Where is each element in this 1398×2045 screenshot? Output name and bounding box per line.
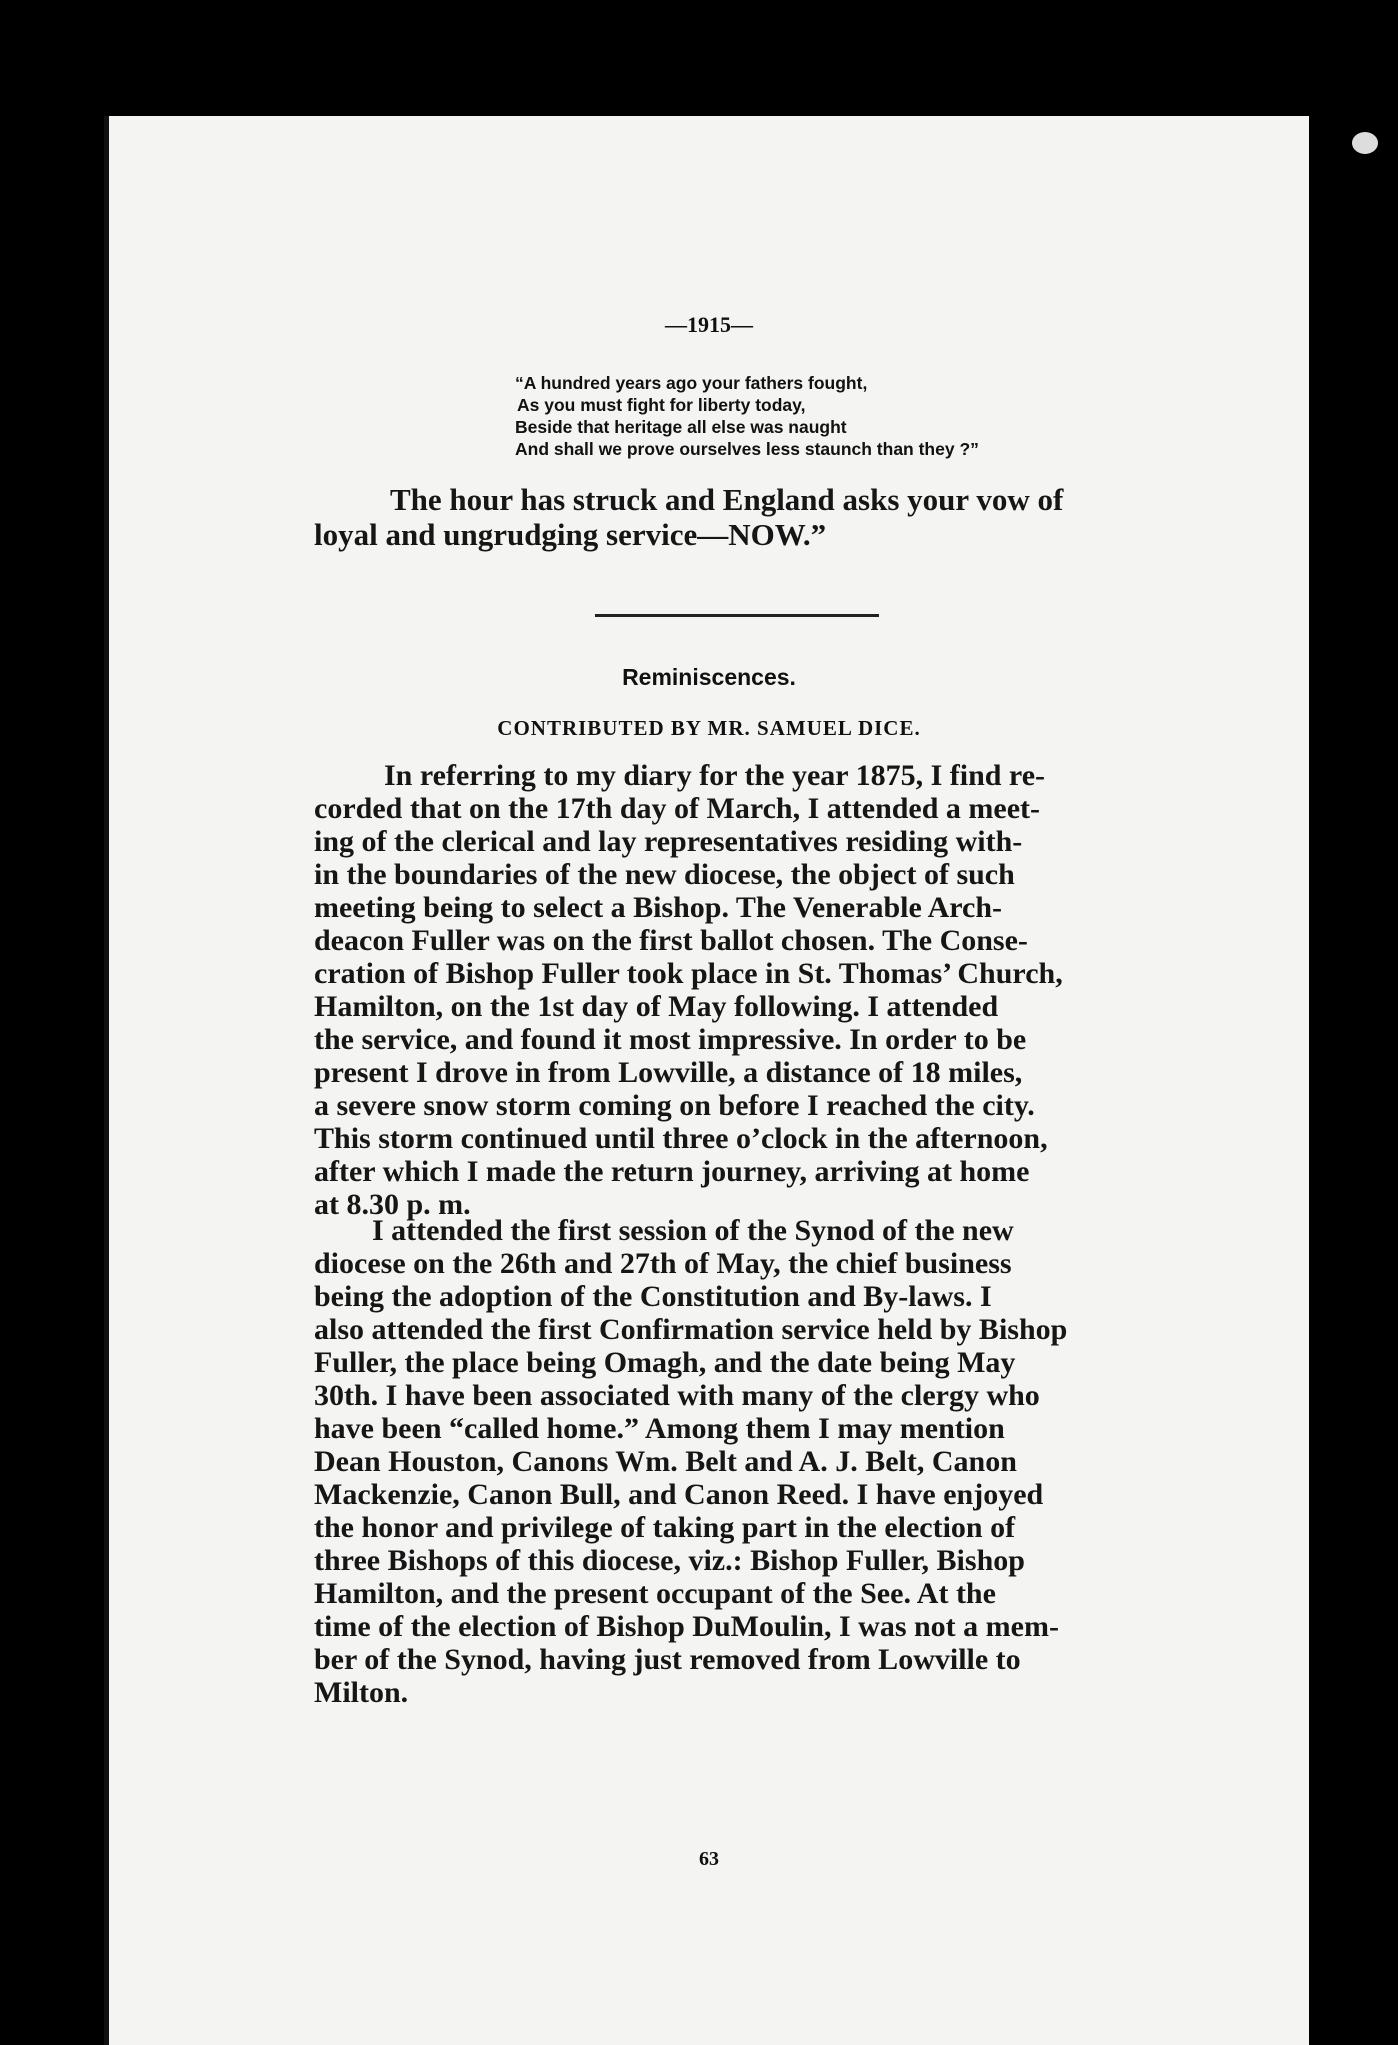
quote-line: loyal and ungrudging service—NOW.” bbox=[314, 517, 827, 552]
text-line: a severe snow storm coming on before I reached the city. bbox=[314, 1089, 1035, 1122]
text-line: meeting being to select a Bishop. The Venerable Arch- bbox=[314, 891, 1003, 924]
poem bbox=[515, 372, 979, 460]
text-line: ing of the clerical and lay representatives residing with- bbox=[314, 825, 1023, 858]
text-line: 30th. I have been associated with many of the clergy who bbox=[314, 1379, 1040, 1412]
quote-line: The hour has struck and England asks your vow of bbox=[390, 482, 1064, 517]
document-page bbox=[104, 116, 1309, 2045]
poem-line: As you must fight for liberty today, bbox=[517, 395, 806, 415]
paragraph-1 bbox=[314, 759, 1144, 1221]
page-edge-shadow bbox=[1304, 190, 1398, 2045]
article-title: Reminiscences. bbox=[622, 664, 796, 690]
text-line: at 8.30 p. m. bbox=[314, 1188, 471, 1221]
text-line: Mackenzie, Canon Bull, and Canon Reed. I have enjoyed bbox=[314, 1478, 1044, 1511]
text-line: Hamilton, and the present occupant of the See. At the bbox=[314, 1577, 996, 1610]
text-line: in the boundaries of the new diocese, the object of such bbox=[314, 858, 1015, 891]
text-line: diocese on the 26th and 27th of May, the chief business bbox=[314, 1247, 1012, 1280]
scan-speck bbox=[1352, 132, 1378, 154]
poem-line: And shall we prove ourselves less staunch than they ?” bbox=[515, 439, 979, 459]
text-line: the service, and found it most impressive. In order to be bbox=[314, 1023, 1027, 1056]
text-line: This storm continued until three o’clock in the afternoon, bbox=[314, 1122, 1048, 1155]
text-line: In referring to my diary for the year 1875, I find re- bbox=[384, 759, 1046, 792]
text-line: the honor and privilege of taking part in the election of bbox=[314, 1511, 1016, 1544]
text-line: time of the election of Bishop DuMoulin, I was not a mem- bbox=[314, 1610, 1059, 1643]
paragraph-2 bbox=[314, 1214, 1144, 1709]
byline: CONTRIBUTED BY MR. SAMUEL DICE. bbox=[497, 716, 921, 740]
text-line: I attended the first session of the Synod of the new bbox=[372, 1214, 1014, 1247]
text-line: also attended the first Confirmation service held by Bishop bbox=[314, 1313, 1068, 1346]
text-line: cration of Bishop Fuller took place in St. Thomas’ Church, bbox=[314, 957, 1063, 990]
text-line: Dean Houston, Canons Wm. Belt and A. J. Belt, Canon bbox=[314, 1445, 1017, 1478]
poem-line: Beside that heritage all else was naught bbox=[515, 417, 847, 437]
text-line: being the adoption of the Constitution and By-laws. I bbox=[314, 1280, 992, 1313]
text-line: Hamilton, on the 1st day of May following. I attended bbox=[314, 990, 999, 1023]
text-line: after which I made the return journey, arriving at home bbox=[314, 1155, 1030, 1188]
year-heading: —1915— bbox=[665, 312, 753, 337]
text-line: present I drove in from Lowville, a distance of 18 miles, bbox=[314, 1056, 1023, 1089]
text-line: Milton. bbox=[314, 1676, 409, 1709]
text-line: ber of the Synod, having just removed from Lowville to bbox=[314, 1643, 1021, 1676]
text-line: three Bishops of this diocese, viz.: Bishop Fuller, Bishop bbox=[314, 1544, 1025, 1577]
quote-paragraph bbox=[314, 482, 1144, 552]
text-line: corded that on the 17th day of March, I attended a meet- bbox=[314, 792, 1041, 825]
section-divider bbox=[595, 614, 879, 617]
text-line: have been “called home.” Among them I may mention bbox=[314, 1412, 1005, 1445]
page-number: 63 bbox=[699, 1848, 719, 1870]
text-line: Fuller, the place being Omagh, and the date being May bbox=[314, 1346, 1016, 1379]
poem-line: “A hundred years ago your fathers fought, bbox=[515, 373, 868, 393]
text-line: deacon Fuller was on the first ballot chosen. The Conse- bbox=[314, 924, 1028, 957]
